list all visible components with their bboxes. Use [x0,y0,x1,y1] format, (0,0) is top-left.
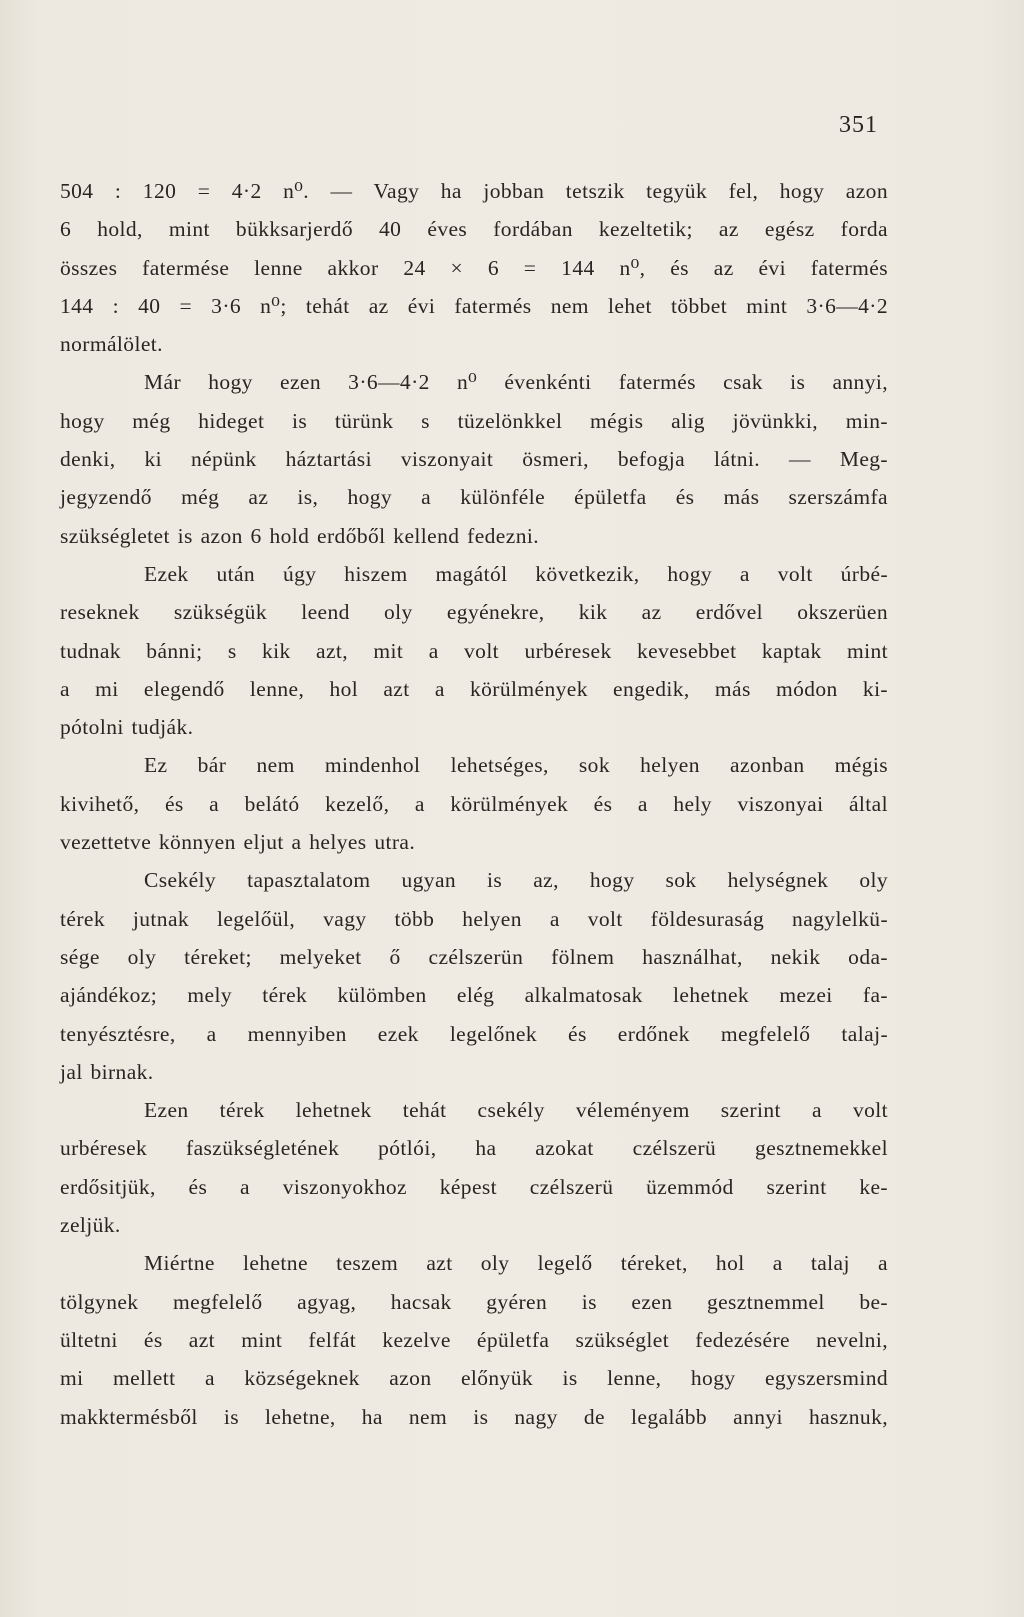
text-line: ültetni és azt mint felfát kezelve épületfa szükséglet fedezésére nevelni, [60,1327,888,1352]
text-line: a mi elegendő lenne, hol azt a körülmények engedik, más módon ki- [60,676,888,701]
text-line: kivihető, és a belátó kezelő, a körülmények és a hely viszonyai által [60,791,888,816]
text-line: tudnak bánni; s kik azt, mit a volt urbéresek kevesebbet kaptak mint [60,638,888,663]
text-line: erdősitjük, és a viszonyokhoz képest czélszerü üzemmód szerint ke- [60,1174,888,1199]
text-line: jegyzendő még az is, hogy a különféle épületfa és más szerszámfa [60,485,888,510]
text-line: Ezen térek lehetnek tehát csekély véleményem szerint a volt [144,1098,888,1123]
text-line: pótolni tudják. [60,715,194,740]
text-line: szükségletet is azon 6 hold erdőből kellend fedezni. [60,523,539,548]
text-line: jal birnak. [60,1059,154,1084]
text-line: összes fatermése lenne akkor 24 × 6 = 144 n⁰, és az évi fatermés [60,255,888,280]
text-line: urbéresek faszükségletének pótlói, ha azokat czélszerü gesztnemekkel [60,1136,888,1161]
text-line: zeljük. [60,1213,121,1238]
text-line: Ezek után úgy hiszem magától következik, hogy a volt úrbé- [144,561,888,586]
body-text [60,172,888,1436]
text-line: hogy még hideget is türünk s tüzelönkkel mégis alig jövünkki, min- [60,408,888,433]
text-line: reseknek szükségük leend oly egyénekre, kik az erdővel okszerüen [60,600,888,625]
text-line: Csekély tapasztalatom ugyan is az, hogy sok helységnek oly [144,868,888,893]
text-line: 504 : 120 = 4·2 n⁰. — Vagy ha jobban tetszik tegyük fel, hogy azon [60,179,888,203]
page-number: 351 [839,112,878,138]
text-line: tenyésztésre, a mennyiben ezek legelőnek és erdőnek megfelelő talaj- [60,1021,888,1046]
text-line: vezettetve könnyen eljut a helyes utra. [60,830,416,855]
text-line: térek jutnak legelőül, vagy több helyen a volt földesuraság nagylelkü- [60,906,888,931]
text-line: makktermésből is lehetne, ha nem is nagy de legalább annyi hasznuk, [60,1404,888,1429]
text-line: 144 : 40 = 3·6 n⁰; tehát az évi fatermés nem lehet többet mint 3·6—4·2 [60,293,888,318]
text-line: normálölet. [60,332,163,357]
text-line: mi mellett a községeknek azon előnyük is lenne, hogy egyszersmind [60,1366,888,1391]
text-line: Már hogy ezen 3·6—4·2 n⁰ évenkénti fatermés csak is annyi, [144,370,888,395]
text-line: Ez bár nem mindenhol lehetséges, sok helyen azonban mégis [144,753,888,778]
text-line: denki, ki népünk háztartási viszonyait ösmeri, befogja látni. — Meg- [60,447,888,472]
text-line: Miértne lehetne teszem azt oly legelő téreket, hol a talaj a [144,1251,888,1276]
text-line: tölgynek megfelelő agyag, hacsak gyéren is ezen gesztnemmel be- [60,1289,888,1314]
text-line: ajándékoz; mely térek külömben elég alkalmatosak lehetnek mezei fa- [60,983,888,1008]
text-line: sége oly téreket; melyeket ő czélszerün fölnem használhat, nekik oda- [60,944,888,969]
text-line: 6 hold, mint bükksarjerdő 40 éves fordában kezeltetik; az egész forda [60,217,888,242]
